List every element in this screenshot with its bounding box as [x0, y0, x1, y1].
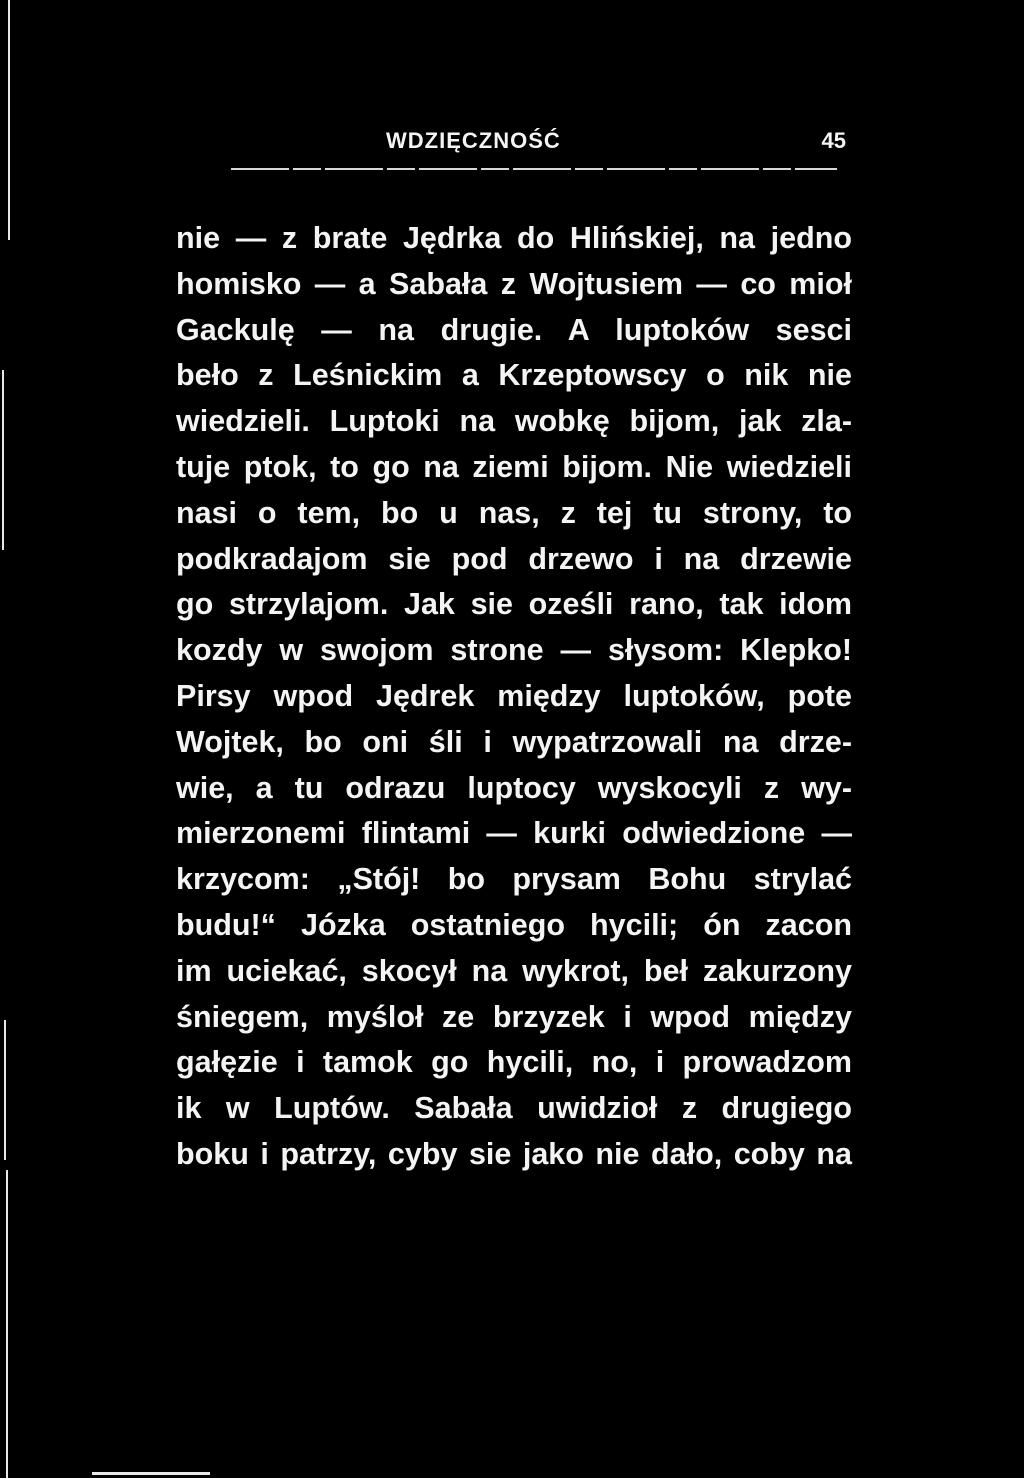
text-line: nasi o tem, bo u nas, z tej tu strony, to — [176, 495, 852, 530]
text-line: wiedzieli. Luptoki na wobkę bijom, jak zla- — [176, 404, 852, 439]
text-line: homisko — a Sabała z Wojtusiem — co mioł — [176, 266, 852, 301]
running-title: WDZIĘCZNOŚĆ — [386, 128, 561, 153]
body-text — [176, 216, 852, 1178]
text-line: podkradajom sie pod drzewo i na drzewie — [176, 541, 852, 576]
header-rule — [231, 168, 837, 170]
scan-edge-mark — [92, 1472, 210, 1475]
text-line: Gackulę — na drugie. A luptoków sesci — [176, 312, 852, 347]
scan-edge-mark — [8, 0, 10, 240]
text-line: Pirsy wpod Jędrek między luptoków, pote — [176, 678, 852, 713]
text-line: mierzonemi flintami — kurki odwiedzione — — [176, 816, 852, 851]
text-line: nie — z brate Jędrka do Hlińskiej, na jedno — [176, 221, 852, 255]
text-line: kozdy w swojom strone — słysom: Klepko! — [176, 633, 852, 668]
text-line: gałęzie i tamok go hycili, no, i prowadzom — [176, 1045, 852, 1080]
scan-edge-mark — [2, 370, 4, 550]
text-line: boku i patrzy, cyby sie jako nie dało, coby na — [176, 1136, 852, 1171]
page-number: 45 — [821, 128, 846, 153]
text-line: krzycom: „Stój! bo prysam Bohu strylać — [176, 862, 852, 897]
scan-edge-mark — [4, 1020, 6, 1160]
running-head — [176, 128, 850, 160]
text-line: śniegem, myśloł ze brzyzek i wpod między — [176, 999, 852, 1034]
text-line: Wojtek, bo oni śli i wypatrzowali na drze- — [176, 724, 852, 759]
text-line: beło z Leśnickim a Krzeptowscy o nik nie — [176, 358, 852, 393]
text-line: go strzylajom. Jak sie oześli rano, tak idom — [176, 587, 852, 622]
text-line: im uciekać, skocył na wykrot, beł zakurzony — [176, 953, 852, 988]
scan-edge-mark — [6, 1170, 8, 1478]
text-line: tuje ptok, to go na ziemi bijom. Nie wiedzieli — [176, 449, 852, 484]
text-line: wie, a tu odrazu luptocy wyskocyli z wy- — [176, 770, 852, 805]
text-line: budu!“ Józka ostatniego hycili; ón zacon — [176, 907, 852, 942]
text-line: ik w Luptów. Sabała uwidzioł z drugiego — [176, 1091, 852, 1126]
